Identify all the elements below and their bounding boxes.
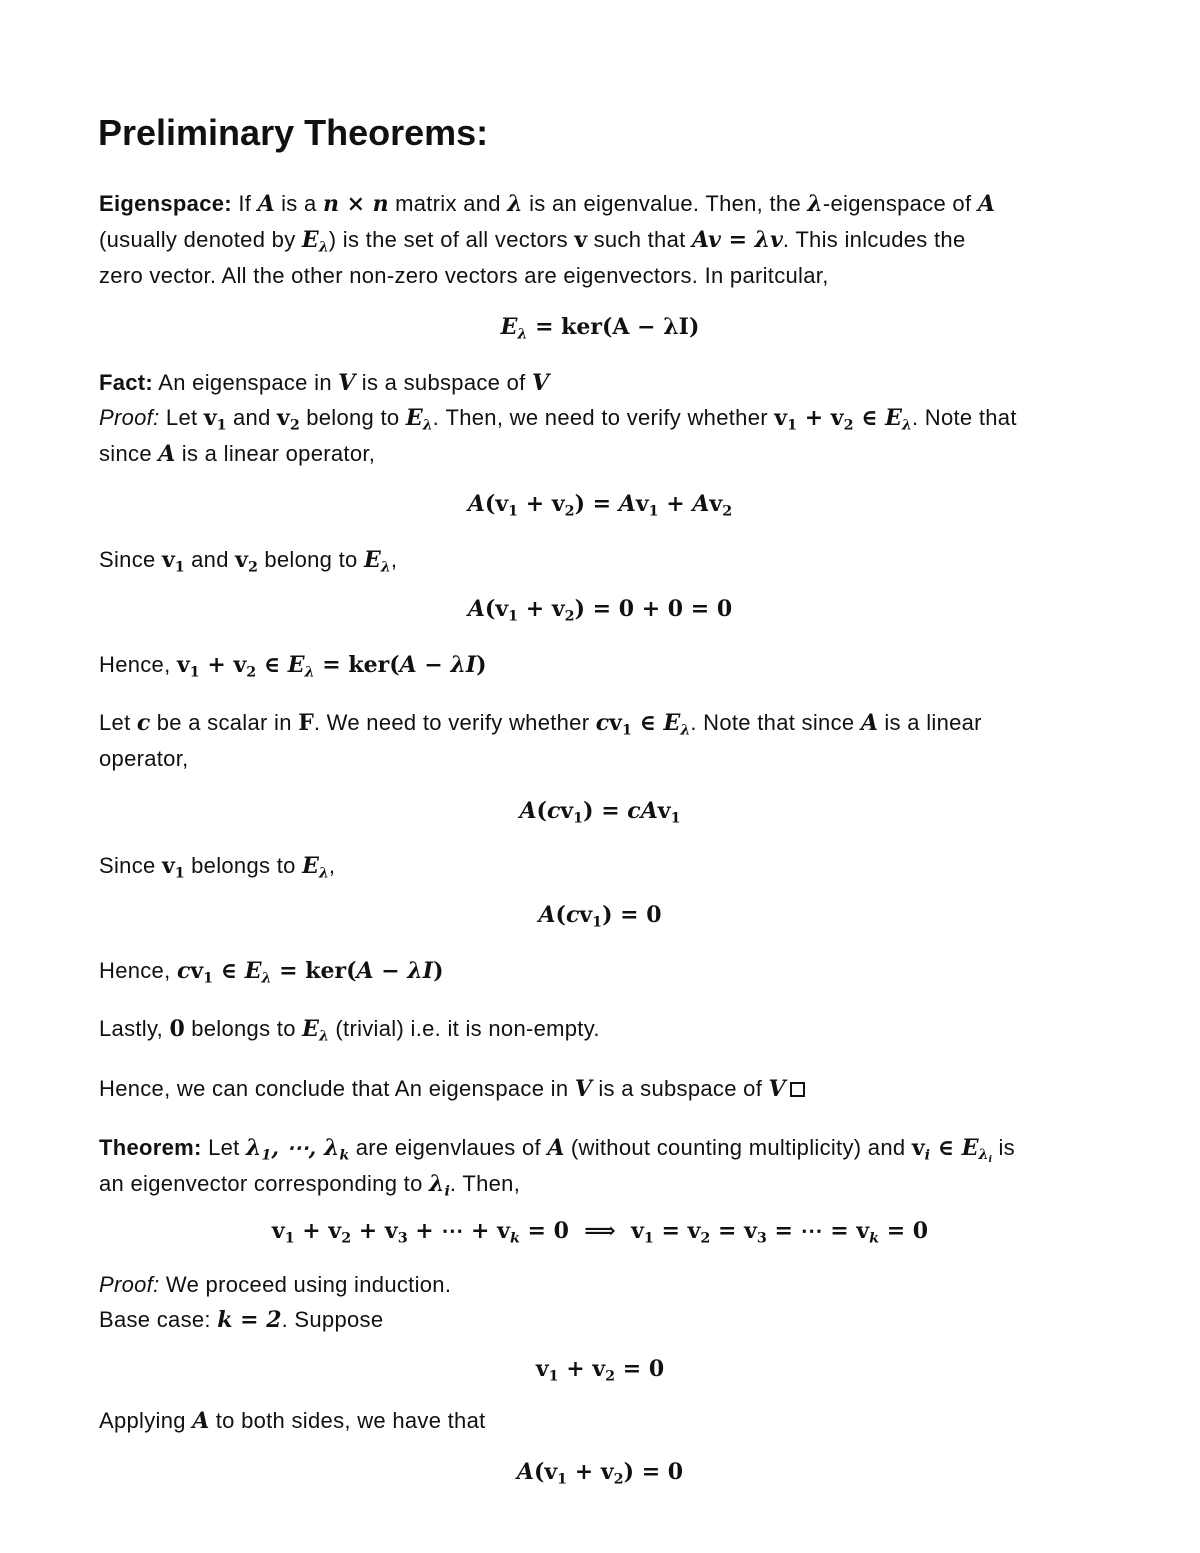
text: is a subspace of [361,370,526,395]
math-A: A [977,191,995,217]
math-v2: $v_2$ [235,547,258,576]
math-A: A [860,710,878,736]
proof-label: Proof: [99,405,160,430]
text: is a linear [884,710,982,735]
theorem-line-2 [99,1171,521,1200]
math-V: V [338,370,356,396]
text: . Note that [911,405,1017,430]
text: . This inlcudes the [782,227,966,252]
lastly-line [99,1016,600,1045]
text: . We need to verify whether [313,710,590,735]
hence-line-1 [99,652,487,681]
text: Applying [99,1408,186,1433]
text: is [998,1135,1015,1160]
fact-line [99,370,549,396]
math-lambda: λ [807,191,823,217]
text: If [238,191,252,216]
math-A: A [192,1408,210,1434]
math-V: V [574,1076,592,1102]
text: Let [165,405,198,430]
eigenspace-line-2 [99,227,966,256]
proof-line-1 [99,405,1017,434]
text: We proceed using induction. [165,1272,452,1297]
equation-eigenspace-kernel: $E_\lambda = ker(A - \lambda I)$ [500,314,700,343]
text: Hence, [99,958,171,983]
text: an eigenvector corresponding to [99,1171,423,1196]
qed-box-icon [790,1082,805,1097]
math-V: V [532,370,550,396]
math-v1: $v_1$ [203,405,227,434]
fact-label: Fact: [99,370,154,395]
hence-line-2 [99,958,444,987]
equation-sum-zero: $A(v_1 + v_2) = 0 + 0 = 0$ [467,596,733,625]
math-lambda-i: $\lambda_i$ [429,1171,450,1200]
math-Av-eq: Av = λv [691,227,783,253]
text: Let [208,1135,240,1160]
equation-base: $v_1 + v_2 = 0$ [535,1356,665,1385]
equation-additivity: $A(v_1 + v_2) = Av_1 + Av_2$ [467,491,733,520]
math-lambdas: $\lambda_1$, ⋯, $\lambda_k$ [245,1135,350,1164]
since-line-1: Since $v_1$ and $v_2$ belong to $E_\lambda$, [99,547,398,576]
text: are eigenvlaues of [355,1135,541,1160]
scalar-line-2: operator, [99,746,189,771]
text: Since [99,853,156,878]
math-A: A [547,1135,565,1161]
text: belong to [306,405,400,430]
equation-apply-A: $A(v_1 + v_2) = 0$ [516,1459,684,1488]
text: belongs to [191,853,296,878]
math-vi-in-E: $v_i$ ∈ $E_{\lambda_i}$ [911,1135,993,1166]
text: to both sides, we have that [215,1408,486,1433]
eigenspace-line-3: zero vector. All the other non-zero vectors are eigenvectors. In paritcular, [99,263,829,288]
theorem-line-1 [99,1135,1015,1166]
text: Hence, [99,652,171,677]
conclusion-line [99,1076,805,1102]
text: is a subspace of [598,1076,763,1101]
math-v1: $v_1$ [161,853,185,882]
math-E-lambda: $E_\lambda$ [302,1016,329,1045]
base-case-line [99,1307,383,1333]
math-E-lambda: $E_\lambda$ [364,547,391,576]
math-lambda: λ [507,191,523,217]
math-E-lambda: $E_\lambda$ [302,853,329,882]
math-E-lambda: $E_\lambda$ [301,227,329,256]
text: matrix and [395,191,501,216]
math-hence-sum: $v_1 + v_2$ ∈ $E_\lambda = ker(A - \lambda I)$ [176,652,487,681]
text: Lastly, [99,1016,164,1041]
math-cv1-in-E: $cv_1$ ∈ $E_\lambda$ [595,710,691,739]
text: . Then, we need to verify whether [432,405,768,430]
text: be a scalar in [156,710,292,735]
math-nxn: n × n [322,191,389,217]
text: belongs to [191,1016,296,1041]
text: is an eigenvalue. Then, the [529,191,801,216]
text: belong to [264,547,358,572]
page-title: Preliminary Theorems: [98,112,489,153]
since-line-2: Since $v_1$ belongs to $E_\lambda$, [99,853,336,882]
text: Hence, we can conclude that An eigenspace in [99,1076,569,1101]
proof2-line-1 [99,1272,451,1298]
equation-scalar: $A(cv_1) = cAv_1$ [519,798,681,827]
text: An eigenspace in [158,370,332,395]
text: . Suppose [281,1307,384,1332]
math-v: v [574,227,588,253]
text: . Then, [449,1171,521,1196]
eigenspace-label: Eigenspace: [99,191,232,216]
math-A: A [257,191,275,217]
text: ) is the set of all vectors [328,227,568,252]
scalar-line-1 [99,710,982,739]
text: is a linear operator, [181,441,376,466]
math-v2: $v_2$ [277,405,300,434]
proof-label: Proof: [99,1272,160,1297]
text: Base case: [99,1307,211,1332]
math-zero: 0 [169,1016,185,1042]
text: and [191,547,229,572]
text: . Note that since [690,710,855,735]
equation-theorem: $v_1 + v_2 + v_3$ + ⋯ + $v_k = 0$ ⟹ $v_1 = v_2 = v_3$ = ⋯ = $v_k = 0$ [271,1218,929,1247]
math-c: c [136,710,151,736]
theorem-label: Theorem: [99,1135,202,1160]
text: Since [99,547,156,572]
text: since [99,441,152,466]
math-A: A [158,441,176,467]
math-E-lambda: $E_\lambda$ [405,405,433,434]
text: (trivial) i.e. it is non-empty. [335,1016,600,1041]
math-k-eq-2: k = 2 [217,1307,282,1333]
text: (usually denoted by [99,227,296,252]
proof-line-2 [99,441,375,467]
eigenspace-line-1 [99,191,995,217]
text: such that [593,227,686,252]
text: (without counting multiplicity) and [570,1135,906,1160]
equation-scalar-zero: $A(cv_1) = 0$ [538,902,662,931]
text: Let [99,710,131,735]
math-v1-plus-v2-in-E: $v_1 + v_2$ ∈ $E_\lambda$ [774,405,912,434]
math-hence-scalar: $cv_1$ ∈ $E_\lambda = ker(A - \lambda I)$ [176,958,444,987]
math-F: F [298,710,314,736]
math-V: V [768,1076,786,1102]
text: -eigenspace of [822,191,972,216]
applying-line [99,1408,486,1434]
text: is a [281,191,317,216]
math-v1: $v_1$ [161,547,185,576]
text: and [233,405,271,430]
